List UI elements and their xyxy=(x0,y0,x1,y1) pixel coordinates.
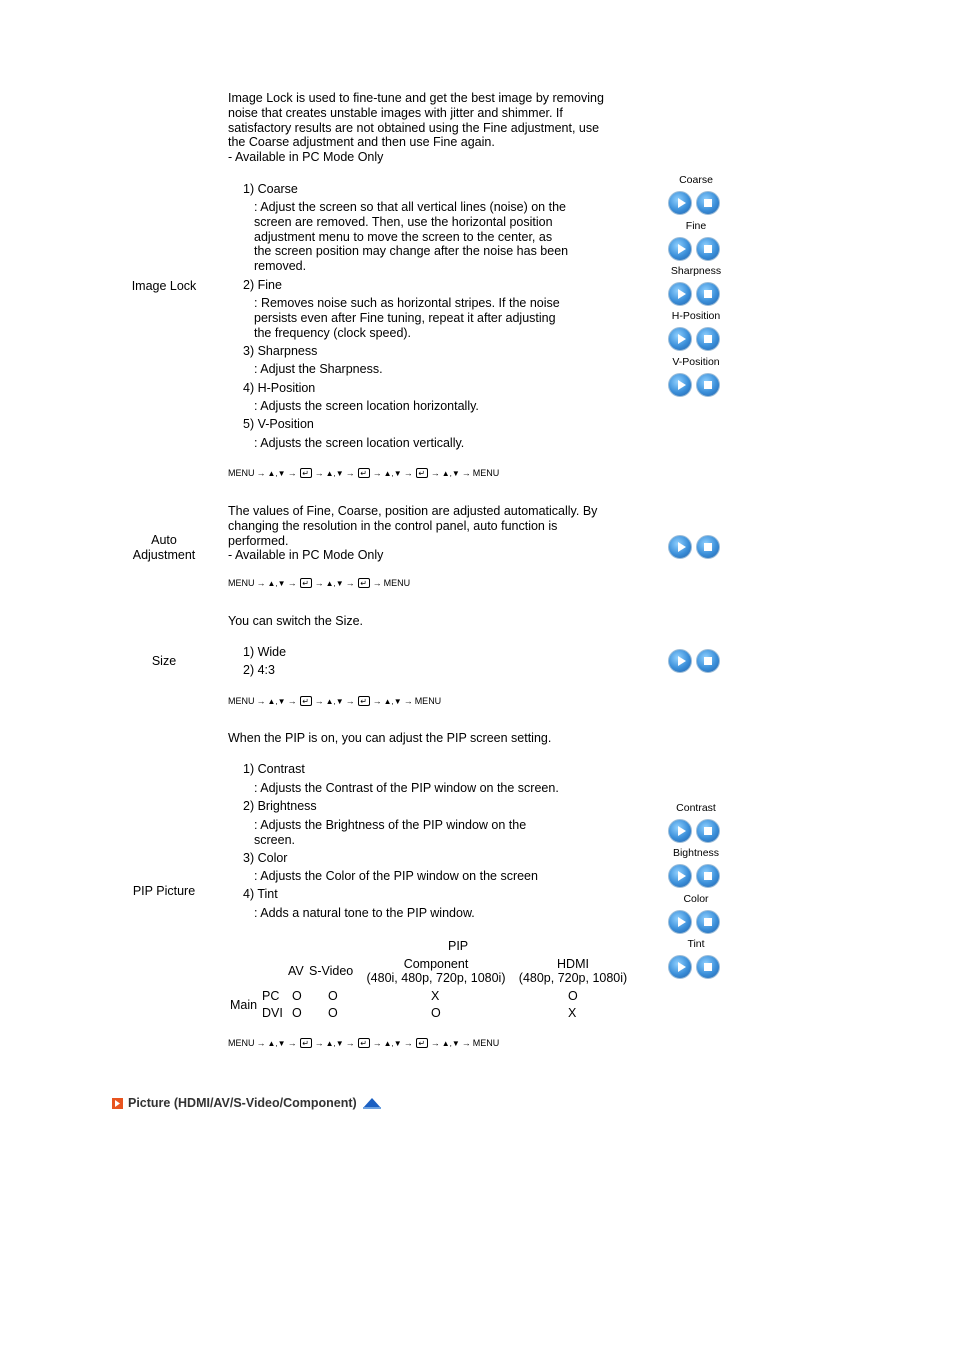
intro-line: changing the resolution in the control panel, auto function is xyxy=(228,518,558,533)
col-title: HDMI xyxy=(557,957,589,971)
play-button[interactable] xyxy=(668,191,692,215)
sharpness-button-pair xyxy=(668,282,724,308)
arrow-right-icon: → xyxy=(314,468,324,478)
pip-picture-label: PIP Picture xyxy=(132,884,196,898)
enter-icon: ↵ xyxy=(358,468,370,478)
arrow-right-icon: → xyxy=(314,578,324,588)
menu-sequence xyxy=(228,578,410,588)
coarse-button-pair xyxy=(668,191,724,217)
intro-line: - Available in PC Mode Only xyxy=(228,150,384,165)
pip-table-header: PIP xyxy=(448,939,469,953)
desc-line: : Adjusts the Color of the PIP window on the screen xyxy=(254,869,538,883)
stop-button[interactable] xyxy=(696,282,720,306)
intro-line: The values of Fine, Coarse, position are adjusted automatically. By xyxy=(228,504,598,518)
size-intro: You can switch the Size. xyxy=(228,614,364,628)
v-position-desc xyxy=(254,436,599,451)
pip-col-hdmi xyxy=(514,957,632,985)
arrow-right-icon: → xyxy=(345,1038,355,1048)
desc-line: : Adjusts the screen location vertically. xyxy=(254,436,465,450)
tint-desc xyxy=(254,906,599,921)
pip-row-dvi-component: O xyxy=(431,1006,441,1020)
menu-text: MENU xyxy=(228,696,255,706)
desc-line: persists even after Fine tuning, repeat it after adjusting xyxy=(254,310,556,325)
play-button[interactable] xyxy=(668,373,692,397)
arrow-right-icon: → xyxy=(345,578,355,588)
arrow-right-icon: → xyxy=(287,468,297,478)
up-down-icon: ▲,▼ xyxy=(325,578,344,588)
fine-desc xyxy=(254,296,599,340)
label-line: Auto xyxy=(151,533,177,547)
intro-line: noise that creates unstable images with jitter and shimmer. If xyxy=(228,105,563,120)
sharpness-title: 3) Sharpness xyxy=(243,344,318,358)
enter-icon: ↵ xyxy=(300,1038,312,1048)
enter-icon: ↵ xyxy=(300,468,312,478)
menu-sequence xyxy=(228,1038,499,1048)
arrow-right-icon: → xyxy=(430,468,440,478)
enter-icon: ↵ xyxy=(416,468,428,478)
arrow-right-icon: → xyxy=(256,1038,266,1048)
pip-row-dvi-name: DVI xyxy=(262,1006,283,1020)
play-button[interactable] xyxy=(668,649,692,673)
brightness-title: 2) Brightness xyxy=(243,799,317,813)
auto-adjustment-label xyxy=(118,533,210,562)
v-position-button-label: V-Position xyxy=(672,356,720,368)
color-button-pair xyxy=(668,910,724,936)
pip-row-dvi-hdmi: X xyxy=(568,1006,577,1020)
pip-row-pc-av: O xyxy=(292,989,302,1003)
brightness-button-label: Bightness xyxy=(672,847,720,859)
menu-text: MENU xyxy=(472,1038,500,1048)
enter-icon: ↵ xyxy=(358,578,370,588)
intro-line: satisfactory results are not obtained using the Fine adjustment, use xyxy=(228,120,600,135)
up-down-icon: ▲,▼ xyxy=(325,468,344,478)
stop-button[interactable] xyxy=(696,819,720,843)
desc-line: : Adjusts the Brightness of the PIP window on the xyxy=(254,818,527,832)
coarse-desc xyxy=(254,200,599,274)
menu-text: MENU xyxy=(383,578,411,588)
label-line: Adjustment xyxy=(132,547,196,562)
bullet-arrow-icon xyxy=(112,1098,123,1109)
up-down-icon: ▲,▼ xyxy=(383,1038,402,1048)
intro-line: - Available in PC Mode Only xyxy=(228,548,384,563)
pip-row-pc-name: PC xyxy=(262,989,280,1003)
size-wide: 1) Wide xyxy=(243,645,287,659)
up-down-icon: ▲,▼ xyxy=(325,1038,344,1048)
fine-button-label: Fine xyxy=(685,220,707,232)
arrow-right-icon: → xyxy=(372,1038,382,1048)
arrow-right-icon: → xyxy=(287,578,297,588)
stop-button[interactable] xyxy=(696,373,720,397)
up-down-icon: ▲,▼ xyxy=(267,578,286,588)
contrast-title: 1) Contrast xyxy=(243,762,305,776)
image-lock-intro xyxy=(228,91,638,165)
menu-text: MENU xyxy=(472,468,500,478)
arrow-right-icon: → xyxy=(314,696,324,706)
arrow-right-icon: → xyxy=(345,696,355,706)
image-lock-label: Image Lock xyxy=(131,279,197,293)
stop-button[interactable] xyxy=(696,191,720,215)
pip-row-dvi-svideo: O xyxy=(328,1006,338,1020)
contrast-button-pair xyxy=(668,819,724,845)
desc-line: : Adds a natural tone to the PIP window. xyxy=(254,906,475,920)
size-button-pair xyxy=(668,649,724,675)
desc-line: the frequency (clock speed). xyxy=(254,325,412,340)
sharpness-button-label: Sharpness xyxy=(670,265,722,277)
pip-intro: When the PIP is on, you can adjust the PIP screen setting. xyxy=(228,731,552,745)
coarse-button-label: Coarse xyxy=(679,174,713,186)
fine-title: 2) Fine xyxy=(243,278,282,292)
arrow-right-icon: → xyxy=(403,696,413,706)
menu-text: MENU xyxy=(414,696,442,706)
pip-col-av: AV xyxy=(288,964,304,978)
arrow-right-icon: → xyxy=(314,1038,324,1048)
up-down-icon: ▲,▼ xyxy=(267,468,286,478)
col-sub: (480p, 720p, 1080i) xyxy=(518,971,628,985)
menu-text: MENU xyxy=(228,1038,255,1048)
col-title: Component xyxy=(403,957,469,971)
arrow-right-icon: → xyxy=(461,468,471,478)
size-label: Size xyxy=(151,654,177,668)
desc-line: screen. xyxy=(254,832,295,847)
arrow-right-icon: → xyxy=(287,696,297,706)
up-down-icon: ▲,▼ xyxy=(267,696,286,706)
arrow-right-icon: → xyxy=(372,468,382,478)
contrast-desc xyxy=(254,781,614,796)
pip-col-component xyxy=(362,957,510,985)
up-down-icon: ▲,▼ xyxy=(267,1038,286,1048)
stop-button[interactable] xyxy=(696,649,720,673)
col-sub: (480i, 480p, 720p, 1080i) xyxy=(366,971,506,985)
footer-link-row xyxy=(112,1096,382,1110)
desc-line: : Adjust the screen so that all vertical lines (noise) on the xyxy=(254,200,566,214)
up-down-icon: ▲,▼ xyxy=(383,696,402,706)
h-position-button-label: H-Position xyxy=(671,310,721,322)
pip-row-dvi-av: O xyxy=(292,1006,302,1020)
arrow-right-icon: → xyxy=(372,696,382,706)
menu-sequence xyxy=(228,696,441,706)
arrow-right-icon: → xyxy=(287,1038,297,1048)
menu-text: MENU xyxy=(228,578,255,588)
color-button-label: Color xyxy=(683,893,709,905)
enter-icon: ↵ xyxy=(358,696,370,706)
stop-button[interactable] xyxy=(696,955,720,979)
up-down-icon: ▲,▼ xyxy=(441,1038,460,1048)
contrast-button-label: Contrast xyxy=(676,802,716,814)
desc-line: the screen position may change after the noise has been xyxy=(254,244,569,259)
desc-line: removed. xyxy=(254,259,307,274)
arrow-right-icon: → xyxy=(372,578,382,588)
tint-title: 4) Tint xyxy=(243,887,278,901)
desc-line: adjustment menu to move the screen to the center, as xyxy=(254,229,553,244)
arrow-right-icon: → xyxy=(256,696,266,706)
v-position-button-pair xyxy=(668,373,724,399)
fine-button-pair xyxy=(668,237,724,263)
size-4-3: 2) 4:3 xyxy=(243,663,275,677)
enter-icon: ↵ xyxy=(416,1038,428,1048)
play-button[interactable] xyxy=(668,819,692,843)
arrow-right-icon: → xyxy=(256,468,266,478)
h-position-desc xyxy=(254,399,599,414)
desc-line: : Adjusts the Contrast of the PIP window on the screen. xyxy=(254,781,559,795)
coarse-title: 1) Coarse xyxy=(243,182,298,196)
pip-row-pc-component: X xyxy=(431,989,440,1003)
v-position-title: 5) V-Position xyxy=(243,417,314,431)
auto-adjustment-button-pair xyxy=(668,535,724,561)
menu-text: MENU xyxy=(228,468,255,478)
arrow-right-icon: → xyxy=(403,1038,413,1048)
stop-button[interactable] xyxy=(696,237,720,261)
tint-button-pair xyxy=(668,955,724,981)
pip-row-pc-hdmi: O xyxy=(568,989,578,1003)
intro-line: Image Lock is used to fine-tune and get the best image by removing xyxy=(228,91,604,105)
color-title: 3) Color xyxy=(243,851,288,865)
play-button[interactable] xyxy=(668,327,692,351)
stop-button[interactable] xyxy=(696,327,720,351)
arrow-right-icon: → xyxy=(430,1038,440,1048)
stop-button[interactable] xyxy=(696,535,720,559)
arrow-right-icon: → xyxy=(256,578,266,588)
h-position-title: 4) H-Position xyxy=(243,381,316,395)
play-button[interactable] xyxy=(668,282,692,306)
auto-adjustment-intro xyxy=(228,504,638,563)
intro-line: the Coarse adjustment and then use Fine again. xyxy=(228,135,495,150)
up-down-icon: ▲,▼ xyxy=(383,468,402,478)
up-down-icon: ▲,▼ xyxy=(441,468,460,478)
enter-icon: ↵ xyxy=(300,696,312,706)
up-down-icon: ▲,▼ xyxy=(325,696,344,706)
enter-icon: ↵ xyxy=(300,578,312,588)
arrow-right-icon: → xyxy=(345,468,355,478)
tint-button-label: Tint xyxy=(687,938,705,950)
pip-row-pc-svideo: O xyxy=(328,989,338,1003)
enter-icon: ↵ xyxy=(358,1038,370,1048)
brightness-desc xyxy=(254,818,599,848)
top-arrow-icon[interactable] xyxy=(362,1097,382,1109)
play-button[interactable] xyxy=(668,237,692,261)
play-button[interactable] xyxy=(668,910,692,934)
pip-col-svideo: S-Video xyxy=(309,964,354,978)
desc-line: screen are removed. Then, use the horizontal position xyxy=(254,214,553,229)
pip-row-main: Main xyxy=(230,998,258,1012)
play-button[interactable] xyxy=(668,864,692,888)
arrow-right-icon: → xyxy=(403,468,413,478)
desc-line: : Removes noise such as horizontal stripes. If the noise xyxy=(254,296,560,310)
stop-button[interactable] xyxy=(696,864,720,888)
desc-line: : Adjusts the screen location horizontally. xyxy=(254,399,479,413)
play-button[interactable] xyxy=(668,535,692,559)
arrow-right-icon: → xyxy=(461,1038,471,1048)
sharpness-desc xyxy=(254,362,599,377)
h-position-button-pair xyxy=(668,327,724,353)
brightness-button-pair xyxy=(668,864,724,890)
intro-line: performed. xyxy=(228,533,289,548)
color-desc xyxy=(254,869,599,884)
desc-line: : Adjust the Sharpness. xyxy=(254,362,383,376)
stop-button[interactable] xyxy=(696,910,720,934)
play-button[interactable] xyxy=(668,955,692,979)
picture-hdmi-link[interactable]: Picture (HDMI/AV/S-Video/Component) xyxy=(128,1096,357,1110)
menu-sequence xyxy=(228,468,499,478)
